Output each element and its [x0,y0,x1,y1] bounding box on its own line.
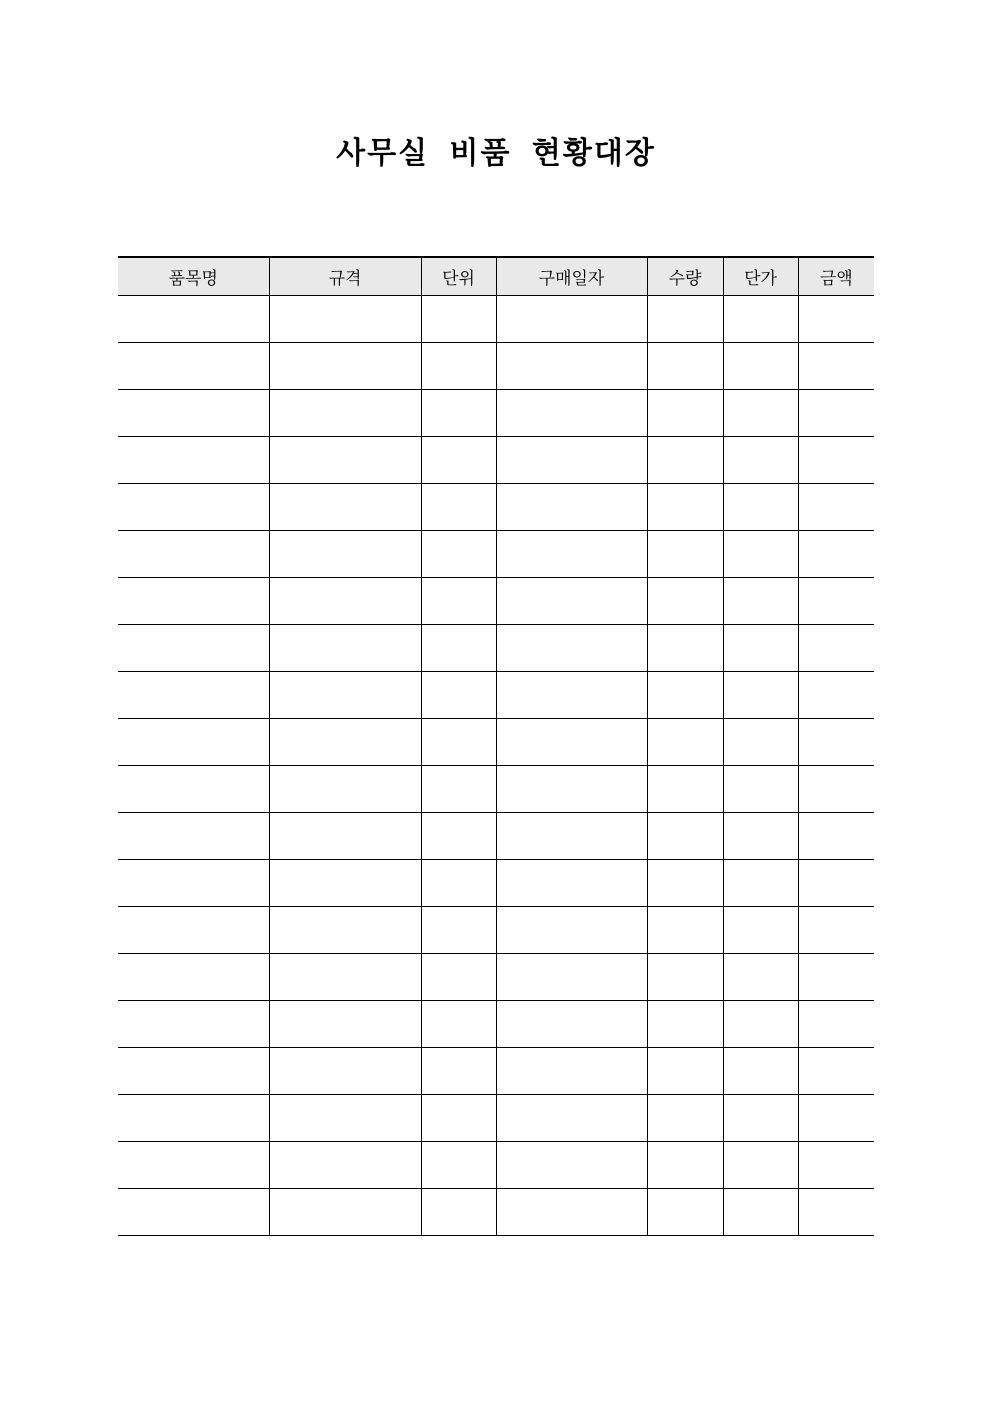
spec-cell[interactable] [269,343,421,390]
spec-cell[interactable] [269,860,421,907]
item-name-cell[interactable] [118,484,269,531]
item-name-cell[interactable] [118,954,269,1001]
item-name-cell[interactable] [118,1095,269,1142]
unit-cell[interactable] [421,813,496,860]
unit-price-cell[interactable] [723,1142,798,1189]
table-row [118,578,874,625]
item-name-cell[interactable] [118,343,269,390]
page-title: 사무실 비품 현황대장 [336,136,656,171]
purchase-date-cell[interactable] [496,578,647,625]
amount-cell[interactable] [798,1048,874,1095]
unit-cell[interactable] [421,484,496,531]
table-row [118,954,874,1001]
amount-cell[interactable] [798,1142,874,1189]
amount-cell[interactable] [798,484,874,531]
spec-cell[interactable] [269,1095,421,1142]
unit-cell[interactable] [421,390,496,437]
item-name-cell[interactable] [118,1048,269,1095]
amount-cell[interactable] [798,1189,874,1236]
spec-cell[interactable] [269,1142,421,1189]
amount-cell[interactable] [798,672,874,719]
spec-cell[interactable] [269,813,421,860]
unit-price-cell[interactable] [723,484,798,531]
spec-cell[interactable] [269,531,421,578]
quantity-cell[interactable] [647,296,723,343]
unit-cell[interactable] [421,1142,496,1189]
table-row [118,672,874,719]
unit-cell[interactable] [421,860,496,907]
unit-price-cell[interactable] [723,719,798,766]
item-name-cell[interactable] [118,437,269,484]
table-row [118,343,874,390]
purchase-date-cell[interactable] [496,719,647,766]
quantity-cell[interactable] [647,1048,723,1095]
quantity-cell[interactable] [647,484,723,531]
purchase-date-cell[interactable] [496,860,647,907]
table-row [118,860,874,907]
column-header-amount: 금액 [798,257,874,296]
amount-cell[interactable] [798,1095,874,1142]
unit-cell[interactable] [421,343,496,390]
unit-cell[interactable] [421,1001,496,1048]
amount-cell[interactable] [798,625,874,672]
purchase-date-cell[interactable] [496,437,647,484]
spec-cell[interactable] [269,1001,421,1048]
unit-price-cell[interactable] [723,766,798,813]
unit-price-cell[interactable] [723,1189,798,1236]
purchase-date-cell[interactable] [496,1095,647,1142]
amount-cell[interactable] [798,578,874,625]
table-header-row [118,257,874,296]
unit-price-cell[interactable] [723,1001,798,1048]
item-name-cell[interactable] [118,860,269,907]
spec-cell[interactable] [269,578,421,625]
amount-cell[interactable] [798,390,874,437]
column-header-purchase-date: 구매일자 [496,257,647,296]
spec-cell[interactable] [269,954,421,1001]
amount-cell[interactable] [798,860,874,907]
inventory-table [118,256,874,1236]
table-row [118,531,874,578]
unit-price-cell[interactable] [723,531,798,578]
purchase-date-cell[interactable] [496,672,647,719]
amount-cell[interactable] [798,907,874,954]
unit-cell[interactable] [421,1189,496,1236]
spec-cell[interactable] [269,907,421,954]
amount-cell[interactable] [798,296,874,343]
purchase-date-cell[interactable] [496,1001,647,1048]
unit-price-cell[interactable] [723,1048,798,1095]
quantity-cell[interactable] [647,625,723,672]
quantity-cell[interactable] [647,719,723,766]
quantity-cell[interactable] [647,860,723,907]
quantity-cell[interactable] [647,390,723,437]
table-row [118,1095,874,1142]
item-name-cell[interactable] [118,296,269,343]
item-name-cell[interactable] [118,1001,269,1048]
quantity-cell[interactable] [647,1189,723,1236]
unit-price-cell[interactable] [723,1095,798,1142]
unit-price-cell[interactable] [723,390,798,437]
column-header-spec: 규격 [269,257,421,296]
purchase-date-cell[interactable] [496,484,647,531]
unit-cell[interactable] [421,531,496,578]
unit-cell[interactable] [421,719,496,766]
unit-price-cell[interactable] [723,672,798,719]
unit-cell[interactable] [421,672,496,719]
quantity-cell[interactable] [647,907,723,954]
quantity-cell[interactable] [647,1001,723,1048]
unit-cell[interactable] [421,437,496,484]
amount-cell[interactable] [798,437,874,484]
unit-price-cell[interactable] [723,343,798,390]
purchase-date-cell[interactable] [496,343,647,390]
unit-price-cell[interactable] [723,860,798,907]
quantity-cell[interactable] [647,672,723,719]
table-row [118,1048,874,1095]
spec-cell[interactable] [269,625,421,672]
unit-cell[interactable] [421,907,496,954]
quantity-cell[interactable] [647,531,723,578]
spec-cell[interactable] [269,296,421,343]
unit-price-cell[interactable] [723,437,798,484]
purchase-date-cell[interactable] [496,1142,647,1189]
spec-cell[interactable] [269,484,421,531]
table-body [118,296,874,1236]
unit-cell[interactable] [421,1048,496,1095]
quantity-cell[interactable] [647,954,723,1001]
item-name-cell[interactable] [118,672,269,719]
item-name-cell[interactable] [118,390,269,437]
column-header-unit: 단위 [421,257,496,296]
quantity-cell[interactable] [647,813,723,860]
table-row [118,907,874,954]
unit-cell[interactable] [421,766,496,813]
purchase-date-cell[interactable] [496,907,647,954]
unit-cell[interactable] [421,296,496,343]
purchase-date-cell[interactable] [496,531,647,578]
quantity-cell[interactable] [647,578,723,625]
amount-cell[interactable] [798,813,874,860]
quantity-cell[interactable] [647,1142,723,1189]
table-row [118,1189,874,1236]
column-header-item-name: 품목명 [118,257,269,296]
item-name-cell[interactable] [118,578,269,625]
amount-cell[interactable] [798,531,874,578]
amount-cell[interactable] [798,719,874,766]
item-name-cell[interactable] [118,766,269,813]
unit-price-cell[interactable] [723,625,798,672]
purchase-date-cell[interactable] [496,1189,647,1236]
unit-cell[interactable] [421,1095,496,1142]
unit-price-cell[interactable] [723,296,798,343]
amount-cell[interactable] [798,954,874,1001]
quantity-cell[interactable] [647,343,723,390]
unit-cell[interactable] [421,954,496,1001]
spec-cell[interactable] [269,719,421,766]
unit-price-cell[interactable] [723,954,798,1001]
table-row [118,813,874,860]
table-row [118,390,874,437]
purchase-date-cell[interactable] [496,1048,647,1095]
item-name-cell[interactable] [118,907,269,954]
table-row [118,719,874,766]
unit-price-cell[interactable] [723,907,798,954]
purchase-date-cell[interactable] [496,954,647,1001]
item-name-cell[interactable] [118,531,269,578]
table-row [118,766,874,813]
purchase-date-cell[interactable] [496,766,647,813]
purchase-date-cell[interactable] [496,813,647,860]
item-name-cell[interactable] [118,1189,269,1236]
purchase-date-cell[interactable] [496,625,647,672]
spec-cell[interactable] [269,766,421,813]
table-row [118,1142,874,1189]
quantity-cell[interactable] [647,1095,723,1142]
table-row [118,1001,874,1048]
item-name-cell[interactable] [118,625,269,672]
table-row [118,625,874,672]
amount-cell[interactable] [798,343,874,390]
spec-cell[interactable] [269,1048,421,1095]
unit-price-cell[interactable] [723,578,798,625]
amount-cell[interactable] [798,1001,874,1048]
unit-cell[interactable] [421,625,496,672]
table-row [118,484,874,531]
spec-cell[interactable] [269,1189,421,1236]
item-name-cell[interactable] [118,719,269,766]
item-name-cell[interactable] [118,813,269,860]
item-name-cell[interactable] [118,1142,269,1189]
spec-cell[interactable] [269,390,421,437]
spec-cell[interactable] [269,437,421,484]
purchase-date-cell[interactable] [496,390,647,437]
unit-cell[interactable] [421,578,496,625]
column-header-quantity: 수량 [647,257,723,296]
quantity-cell[interactable] [647,766,723,813]
amount-cell[interactable] [798,766,874,813]
column-header-unit-price: 단가 [723,257,798,296]
purchase-date-cell[interactable] [496,296,647,343]
unit-price-cell[interactable] [723,813,798,860]
quantity-cell[interactable] [647,437,723,484]
spec-cell[interactable] [269,672,421,719]
table-row [118,437,874,484]
table-row [118,296,874,343]
